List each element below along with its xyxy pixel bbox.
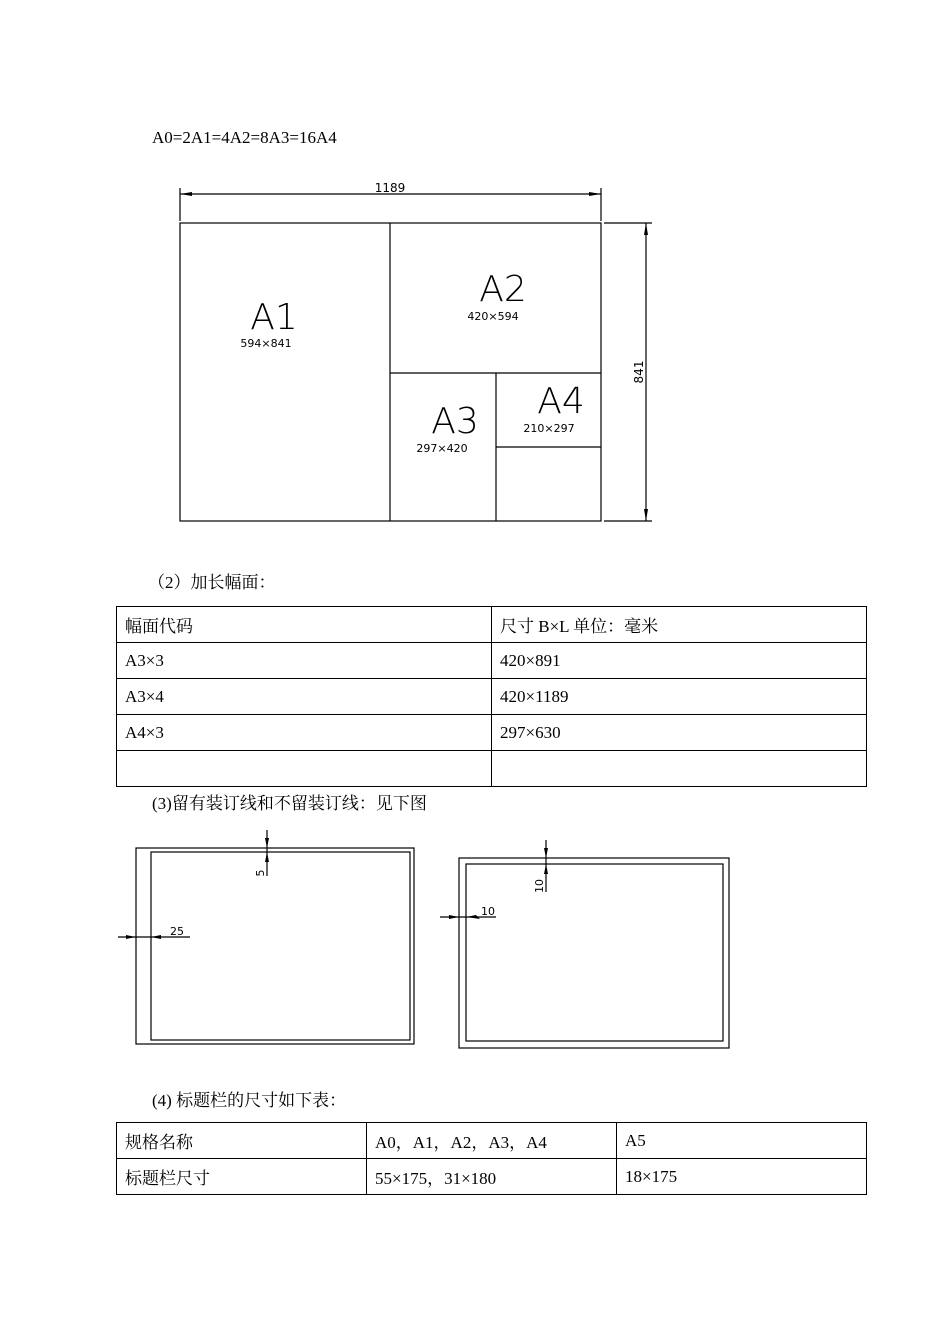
arrow-left-icon bbox=[180, 192, 192, 196]
right-top-margin-label: 10 bbox=[533, 879, 546, 893]
table-cell bbox=[492, 751, 867, 787]
right-side-margin-label: 10 bbox=[481, 905, 495, 918]
table-cell: 规格名称 bbox=[117, 1123, 367, 1159]
section4-heading: (4) 标题栏的尺寸如下表： bbox=[152, 1091, 347, 1110]
table-cell: A4×3 bbox=[117, 715, 492, 751]
table-cell: A3×3 bbox=[117, 643, 492, 679]
a4-size: 210×297 bbox=[523, 422, 575, 435]
arrow-up-icon bbox=[265, 852, 269, 862]
arrow-down-icon bbox=[265, 838, 269, 848]
dim-height-label: 841 bbox=[632, 360, 646, 384]
table-cell bbox=[117, 751, 492, 787]
table-header-cell: 幅面代码 bbox=[117, 607, 492, 643]
table-row bbox=[117, 643, 867, 679]
left-side-margin-label: 25 bbox=[170, 925, 184, 938]
left-sheet-frame bbox=[151, 852, 410, 1040]
table-cell: 420×1189 bbox=[492, 679, 867, 715]
table-cell: 18×175 bbox=[617, 1159, 867, 1195]
a2-size: 420×594 bbox=[467, 310, 519, 323]
table-row bbox=[117, 679, 867, 715]
a1-label: A1 bbox=[250, 297, 298, 338]
table-row bbox=[117, 1159, 867, 1195]
a3-size: 297×420 bbox=[416, 442, 468, 455]
table-cell: 420×891 bbox=[492, 643, 867, 679]
a3-label: A3 bbox=[431, 401, 479, 442]
arrow-right-icon bbox=[589, 192, 601, 196]
arrow-left-icon bbox=[151, 935, 161, 939]
dim-width-label: 1189 bbox=[374, 181, 406, 195]
binding-margin-diagram bbox=[0, 820, 950, 1060]
right-sheet-frame bbox=[466, 864, 723, 1041]
table-cell: A3×4 bbox=[117, 679, 492, 715]
formula-text: A0=2A1=4A2=8A3=16A4 bbox=[152, 128, 337, 147]
left-sheet-outline bbox=[136, 848, 414, 1044]
a1-size: 594×841 bbox=[240, 337, 292, 350]
table-row bbox=[117, 1123, 867, 1159]
arrow-up-icon bbox=[644, 223, 648, 235]
arrow-up-icon bbox=[544, 864, 548, 874]
table-header-row bbox=[117, 607, 867, 643]
arrow-right-icon bbox=[126, 935, 136, 939]
arrow-down-icon bbox=[644, 509, 648, 521]
a4-label: A4 bbox=[537, 381, 585, 422]
table-cell: 297×630 bbox=[492, 715, 867, 751]
arrow-right-icon bbox=[449, 915, 459, 919]
table-cell: A0，A1，A2，A3，A4 bbox=[367, 1123, 617, 1159]
right-sheet-outline bbox=[459, 858, 729, 1048]
extended-size-table bbox=[116, 606, 867, 787]
table-cell: 55×175，31×180 bbox=[367, 1159, 617, 1195]
section2-heading: （2）加长幅面： bbox=[148, 573, 276, 592]
a2-label: A2 bbox=[479, 269, 527, 310]
table-cell: 标题栏尺寸 bbox=[117, 1159, 367, 1195]
paper-size-diagram bbox=[0, 0, 950, 540]
arrow-left-icon bbox=[466, 915, 480, 919]
section3-heading: (3)留有装订线和不留装订线：见下图 bbox=[152, 794, 427, 813]
arrow-down-icon bbox=[544, 848, 548, 858]
left-top-margin-label: 5 bbox=[254, 869, 267, 877]
table-row bbox=[117, 751, 867, 787]
table-header-cell: 尺寸 B×L 单位：毫米 bbox=[492, 607, 867, 643]
table-row bbox=[117, 715, 867, 751]
table-cell: A5 bbox=[617, 1123, 867, 1159]
title-block-table bbox=[116, 1122, 867, 1195]
